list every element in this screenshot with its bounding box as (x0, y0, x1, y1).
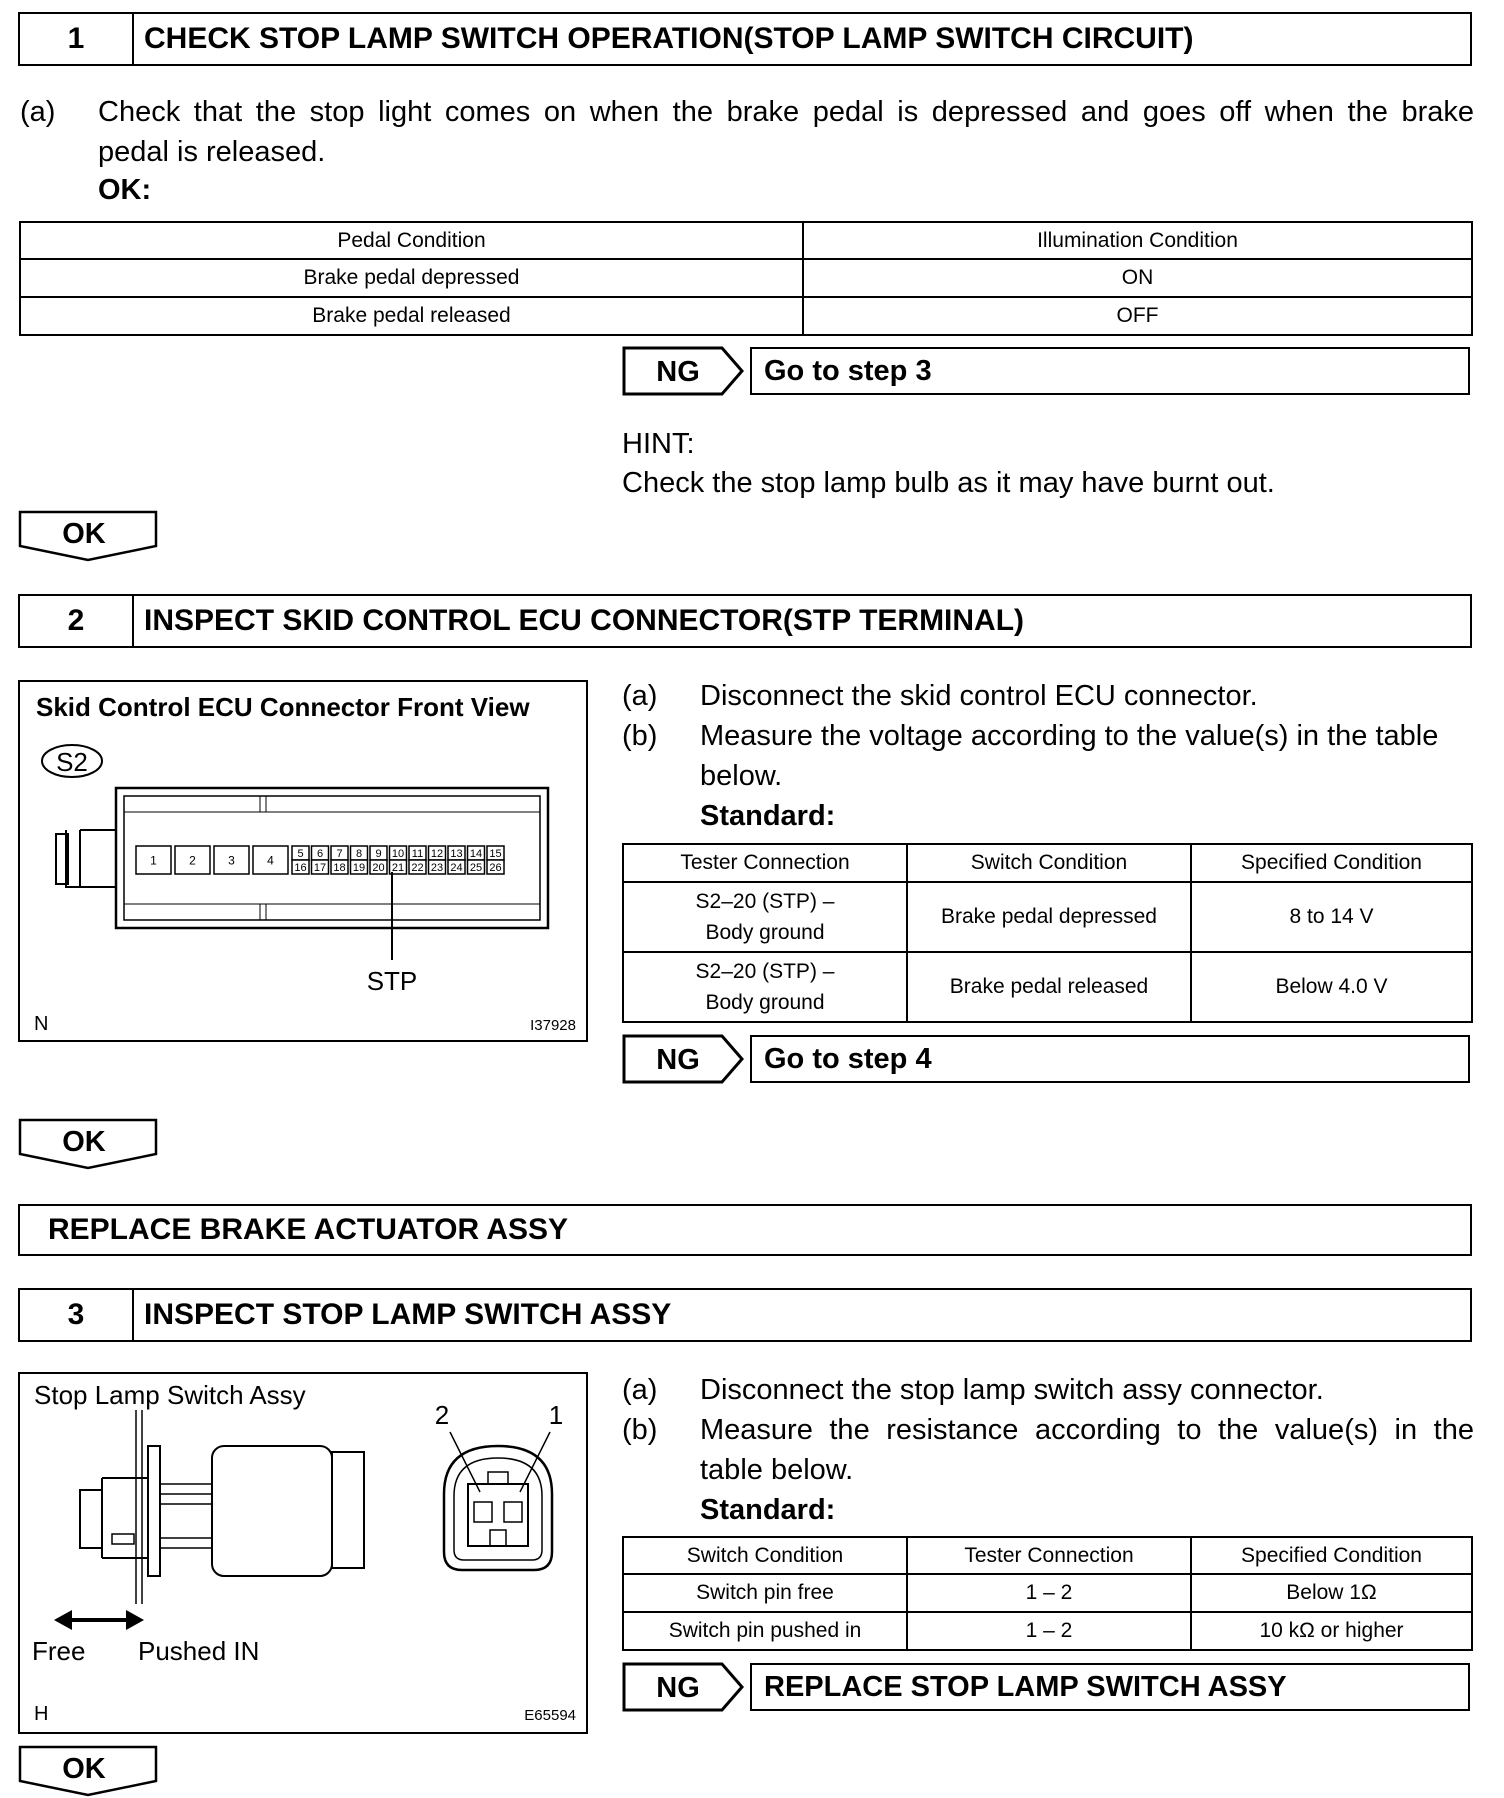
connector-pin-number: 18 (333, 861, 346, 874)
hint-text: Check the stop lamp bulb as it may have burnt out. (622, 467, 1275, 499)
connector-pin-number: 5 (297, 847, 304, 860)
step3-item-b-text: Measure the resistance according to the value(s) in the (700, 1414, 1474, 1446)
step1-item-a-label: (a) (20, 96, 56, 128)
step3-standard-label: Standard: (700, 1494, 836, 1526)
step2-header (18, 594, 1472, 648)
table-cell: 1 – 2 (907, 1612, 1191, 1650)
figure-code: E65594 (524, 1707, 576, 1724)
table-cell: Brake pedal released (907, 952, 1191, 1022)
connector-id: S2 (56, 747, 88, 777)
pushed-in-label: Pushed IN (138, 1636, 260, 1666)
table-header: Switch Condition (623, 1537, 907, 1574)
table-cell: Switch pin free (623, 1574, 907, 1612)
connector-pin-number: 6 (316, 847, 324, 860)
table-cell: 10 kΩ or higher (1191, 1612, 1472, 1650)
table-row (623, 1612, 1472, 1650)
table-row (20, 297, 1472, 335)
connector-pin-number: 25 (469, 861, 483, 874)
step1-item-a-text-2: pedal is released. (98, 136, 326, 168)
step1-ng-row (622, 346, 1470, 396)
ng-arrow-icon (622, 1662, 746, 1712)
cell-line: Body ground (705, 921, 825, 944)
connector-pin-number: 21 (391, 861, 405, 874)
ng-arrow-icon (622, 346, 746, 396)
ok-label: OK (62, 1753, 106, 1785)
table-cell: 1 – 2 (907, 1574, 1191, 1612)
connector-pin-number: 24 (450, 861, 463, 874)
connector-pin-number: 9 (375, 847, 382, 860)
ng-label: NG (656, 1044, 700, 1076)
step3-item-a-text: Disconnect the stop lamp switch assy connector. (700, 1374, 1324, 1406)
ecu-connector-diagram (20, 682, 586, 1040)
connector-pin-number: 23 (430, 861, 444, 874)
step2-table (622, 843, 1473, 1023)
step2-standard-label: Standard: (700, 800, 836, 832)
ng-label: NG (656, 1672, 700, 1704)
table-cell (623, 882, 907, 952)
step1-table (19, 221, 1473, 336)
table-header: Tester Connection (623, 844, 907, 882)
step3-table (622, 1536, 1473, 1651)
step2-item-b-text: Measure the voltage according to the value(s) in the table (700, 720, 1439, 752)
pin-2-label: 2 (434, 1400, 450, 1430)
figure-corner-letter: H (34, 1703, 49, 1725)
table-cell: Switch pin pushed in (623, 1612, 907, 1650)
connector-pin-number: 7 (336, 847, 343, 860)
connector-pin-number: 22 (411, 861, 424, 874)
connector-pin-number: 8 (355, 847, 363, 860)
figure-title: Skid Control ECU Connector Front View (36, 692, 530, 722)
ng-label: NG (656, 356, 700, 388)
table-header: Pedal Condition (20, 222, 803, 259)
stop-lamp-switch-figure (18, 1372, 588, 1734)
table-header: Specified Condition (1191, 844, 1472, 882)
step2-ng-row (622, 1034, 1470, 1084)
table-row (623, 882, 1472, 952)
table-row (20, 259, 1472, 297)
step2-goto: Go to step 4 (750, 1035, 1470, 1083)
step1-ok-label: OK: (98, 174, 152, 206)
table-cell: 8 to 14 V (1191, 882, 1472, 952)
connector-pin-number: 4 (267, 853, 274, 868)
step3-number: 3 (20, 1290, 134, 1340)
table-cell: Below 1Ω (1191, 1574, 1472, 1612)
connector-pin-number: 14 (469, 847, 483, 860)
table-cell: OFF (803, 297, 1472, 335)
step3-item-b-label: (b) (622, 1414, 658, 1446)
hint-label: HINT: (622, 428, 695, 460)
step1-item-a-text: Check that the stop light comes on when the brake pedal is depressed and goes off when the brake (98, 96, 1474, 128)
ok-label: OK (62, 1126, 106, 1158)
table-cell (623, 952, 907, 1022)
connector-pin-number: 1 (150, 853, 157, 868)
cell-line: Body ground (705, 991, 825, 1014)
step3-ok-arrow-icon (18, 1745, 158, 1797)
cell-line: S2–20 (STP) – (695, 890, 835, 913)
figure-code: I37928 (530, 1017, 576, 1034)
table-header: Switch Condition (907, 844, 1191, 882)
step2-item-b-text-2: below. (700, 760, 783, 792)
ecu-connector-figure (18, 680, 588, 1042)
connector-pin-number: 10 (391, 847, 405, 860)
connector-pin-number: 12 (430, 847, 444, 860)
step2-item-a-text: Disconnect the skid control ECU connector. (700, 680, 1258, 712)
connector-pin-number: 15 (489, 847, 502, 860)
connector-pin-number: 13 (450, 847, 463, 860)
step1-header (18, 12, 1472, 66)
connector-pin-number: 3 (228, 853, 235, 868)
connector-pin-number: 26 (489, 861, 502, 874)
step2-number: 2 (20, 596, 134, 646)
step2-item-a-label: (a) (622, 680, 658, 712)
pin-1-label: 1 (548, 1400, 564, 1430)
step1-ok-arrow-icon (18, 510, 158, 562)
step3-item-a-label: (a) (622, 1374, 658, 1406)
step3-item-b-text-2: table below. (700, 1454, 854, 1486)
table-row (623, 952, 1472, 1022)
table-header: Specified Condition (1191, 1537, 1472, 1574)
ng-arrow-icon (622, 1034, 746, 1084)
connector-pin-number: 17 (313, 861, 327, 874)
free-label: Free (32, 1636, 86, 1666)
figure-corner-letter: N (34, 1013, 49, 1035)
table-cell: Brake pedal depressed (907, 882, 1191, 952)
replace-actuator-box: REPLACE BRAKE ACTUATOR ASSY (18, 1204, 1472, 1256)
connector-pin-number: 20 (372, 861, 385, 874)
step2-item-b-label: (b) (622, 720, 658, 752)
table-cell: ON (803, 259, 1472, 297)
step2-ok-arrow-icon (18, 1118, 158, 1170)
step3-header (18, 1288, 1472, 1342)
table-cell: Brake pedal depressed (20, 259, 803, 297)
step1-title: CHECK STOP LAMP SWITCH OPERATION(STOP LAMP SWITCH CIRCUIT) (144, 22, 1194, 55)
connector-pin-number: 19 (352, 861, 366, 874)
stp-callout: STP (366, 966, 418, 996)
step1-number: 1 (20, 14, 134, 64)
connector-pin-number: 11 (411, 847, 424, 860)
connector-pin-number: 16 (294, 861, 307, 874)
step3-ng-row (622, 1662, 1470, 1712)
table-row (623, 1574, 1472, 1612)
figure-title: Stop Lamp Switch Assy (34, 1380, 306, 1410)
ok-label: OK (62, 518, 106, 550)
step2-title: INSPECT SKID CONTROL ECU CONNECTOR(STP TERMINAL) (144, 604, 1025, 637)
table-header: Tester Connection (907, 1537, 1191, 1574)
stop-lamp-switch-diagram (20, 1374, 586, 1732)
table-cell: Brake pedal released (20, 297, 803, 335)
step3-title: INSPECT STOP LAMP SWITCH ASSY (144, 1298, 672, 1331)
table-cell: Below 4.0 V (1191, 952, 1472, 1022)
cell-line: S2–20 (STP) – (695, 960, 835, 983)
connector-pin-number: 2 (189, 853, 196, 868)
table-header: Illumination Condition (803, 222, 1472, 259)
step3-goto: REPLACE STOP LAMP SWITCH ASSY (750, 1663, 1470, 1711)
step1-goto: Go to step 3 (750, 347, 1470, 395)
